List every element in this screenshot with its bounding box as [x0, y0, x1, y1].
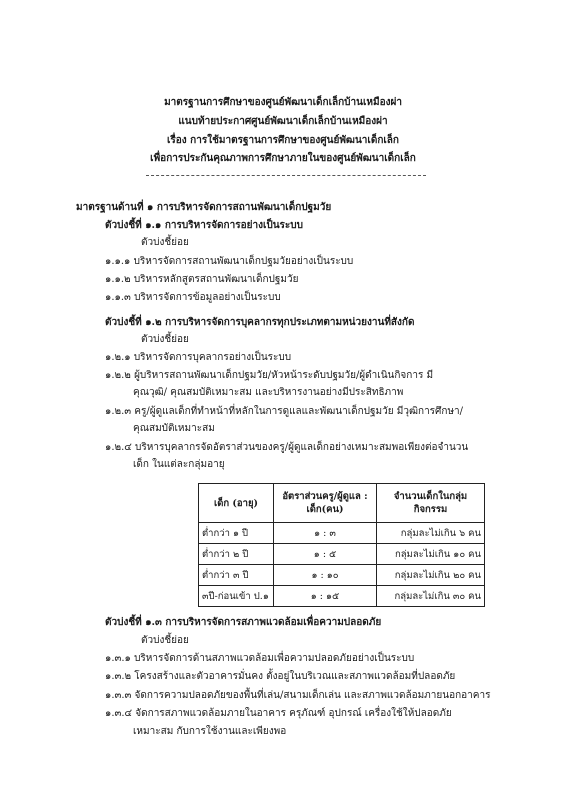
header-line-2: แนบท้ายประกาศศูนย์พัฒนาเด็กเล็กบ้านเหมืองผ่า [178, 116, 388, 127]
header-divider [146, 175, 426, 176]
header-line-3: เรื่อง การใช้มาตรฐานการศึกษาของศูนย์พัฒนาเด็กเล็ก [167, 135, 399, 146]
item-1-1-1: ๑.๑.๑ บริหารจัดการสถานพัฒนาเด็กปฐมวัยอย่างเป็นระบบ [105, 256, 354, 267]
item-1-3-3: ๑.๓.๓ จัดการความปลอดภัยของพื้นที่เล่น/สนามเด็กเล่น และสภาพแวดล้อมภายนอกอาคาร [105, 690, 491, 701]
table-cell-group: กลุ่มละไม่เกิน ๒๐ คน [377, 565, 485, 586]
standard-title: มาตรฐานด้านที่ ๑ การบริหารจัดการสถานพัฒนาเด็กปฐมวัย [76, 202, 332, 213]
item-1-2-1: ๑.๒.๑ บริหารจัดการบุคลากรอย่างเป็นระบบ [105, 352, 292, 363]
item-1-2-3-cont: คุณสมบัติเหมาะสม [133, 423, 215, 434]
item-1-2-4: ๑.๒.๔ บริหารบุคลากรจัดอัตราส่วนของครู/ผู้ดูแลเด็กอย่างเหมาะสมพอเพียงต่อจำนวน [105, 442, 469, 453]
indicator-1-3-sub: ตัวบ่งชี้ย่อย [141, 635, 189, 646]
item-1-2-2: ๑.๒.๒ ผู้บริหารสถานพัฒนาเด็กปฐมวัย/หัวหน้าระดับปฐมวัย/ผู้ดำเนินกิจการ มี [105, 370, 434, 381]
table-cell-age: ต่ำกว่า ๒ ปี [199, 544, 274, 565]
table-cell-ratio: ๑ : ๕ [274, 544, 377, 565]
table-row [199, 523, 485, 544]
item-1-2-2-cont: คุณวุฒิ/ คุณสมบัติเหมาะสม และบริหารงานอย่างมีประสิทธิภาพ [133, 387, 404, 398]
table-cell-ratio: ๑ : ๓ [274, 523, 377, 544]
item-1-3-4-cont: เหมาะสม กับการใช้งานและเพียงพอ [133, 726, 287, 737]
indicator-1-1-sub: ตัวบ่งชี้ย่อย [141, 237, 189, 248]
item-1-2-4-cont: เด็ก ในแต่ละกลุ่มอายุ [133, 459, 225, 470]
indicator-1-2-sub: ตัวบ่งชี้ย่อย [141, 334, 189, 345]
ratio-table [198, 483, 485, 607]
table-header-row [199, 484, 485, 523]
item-1-1-2: ๑.๑.๒ บริหารหลักสูตรสถานพัฒนาเด็กปฐมวัย [105, 274, 299, 285]
table-cell-group: กลุ่มละไม่เกิน ๑๐ คน [377, 544, 485, 565]
table-header-group: จำนวนเด็กในกลุ่ม กิจกรรม [377, 484, 485, 523]
table-header-age: เด็ก (อายุ) [199, 484, 274, 523]
item-1-3-1: ๑.๓.๑ บริหารจัดการด้านสภาพแวดล้อมเพื่อความปลอดภัยอย่างเป็นระบบ [105, 653, 415, 664]
item-1-1-3: ๑.๑.๓ บริหารจัดการข้อมูลอย่างเป็นระบบ [105, 292, 281, 303]
item-1-3-2: ๑.๓.๒ โครงสร้างและตัวอาคารมั่นคง ตั้งอยู่ในบริเวณและสภาพแวดล้อมที่ปลอดภัย [105, 671, 456, 682]
table-cell-ratio: ๑ : ๑๐ [274, 565, 377, 586]
table-header-ratio: อัตราส่วนครู/ผู้ดูแล : เด็ก(คน) [274, 484, 377, 523]
table-row [199, 586, 485, 607]
indicator-1-3-title: ตัวบ่งชี้ที่ ๑.๓ การบริหารจัดการสภาพแวดล้อมเพื่อความปลอดภัย [105, 617, 382, 628]
header-line-1: มาตรฐานการศึกษาของศูนย์พัฒนาเด็กเล็กบ้านเหมืองผ่า [164, 97, 402, 108]
indicator-1-1-title: ตัวบ่งชี้ที่ ๑.๑ การบริหารจัดการอย่างเป็นระบบ [105, 220, 303, 231]
item-1-3-4: ๑.๓.๔ จัดการสภาพแวดล้อมภายในอาคาร ครุภัณฑ์ อุปกรณ์ เครื่องใช้ให้ปลอดภัย [105, 708, 452, 719]
table-row [199, 544, 485, 565]
table-cell-ratio: ๑ : ๑๕ [274, 586, 377, 607]
table-cell-group: กลุ่มละไม่เกิน ๖ คน [377, 523, 485, 544]
table-cell-age: ๓ปี-ก่อนเข้า ป.๑ [199, 586, 274, 607]
header-line-4: เพื่อการประกันคุณภาพการศึกษาภายในของศูนย์พัฒนาเด็กเล็ก [150, 153, 416, 164]
table-cell-group: กลุ่มละไม่เกิน ๓๐ คน [377, 586, 485, 607]
indicator-1-2-title: ตัวบ่งชี้ที่ ๑.๒ การบริหารจัดการบุคลากรทุกประเภทตามหน่วยงานที่สังกัด [105, 317, 415, 328]
table-cell-age: ต่ำกว่า ๓ ปี [199, 565, 274, 586]
item-1-2-3: ๑.๒.๓ ครู/ผู้ดูแลเด็กที่ทำหน้าที่หลักในการดูแลและพัฒนาเด็กปฐมวัย มีวุฒิการศึกษา/ [105, 406, 464, 417]
table-row [199, 565, 485, 586]
table-cell-age: ต่ำกว่า ๑ ปี [199, 523, 274, 544]
